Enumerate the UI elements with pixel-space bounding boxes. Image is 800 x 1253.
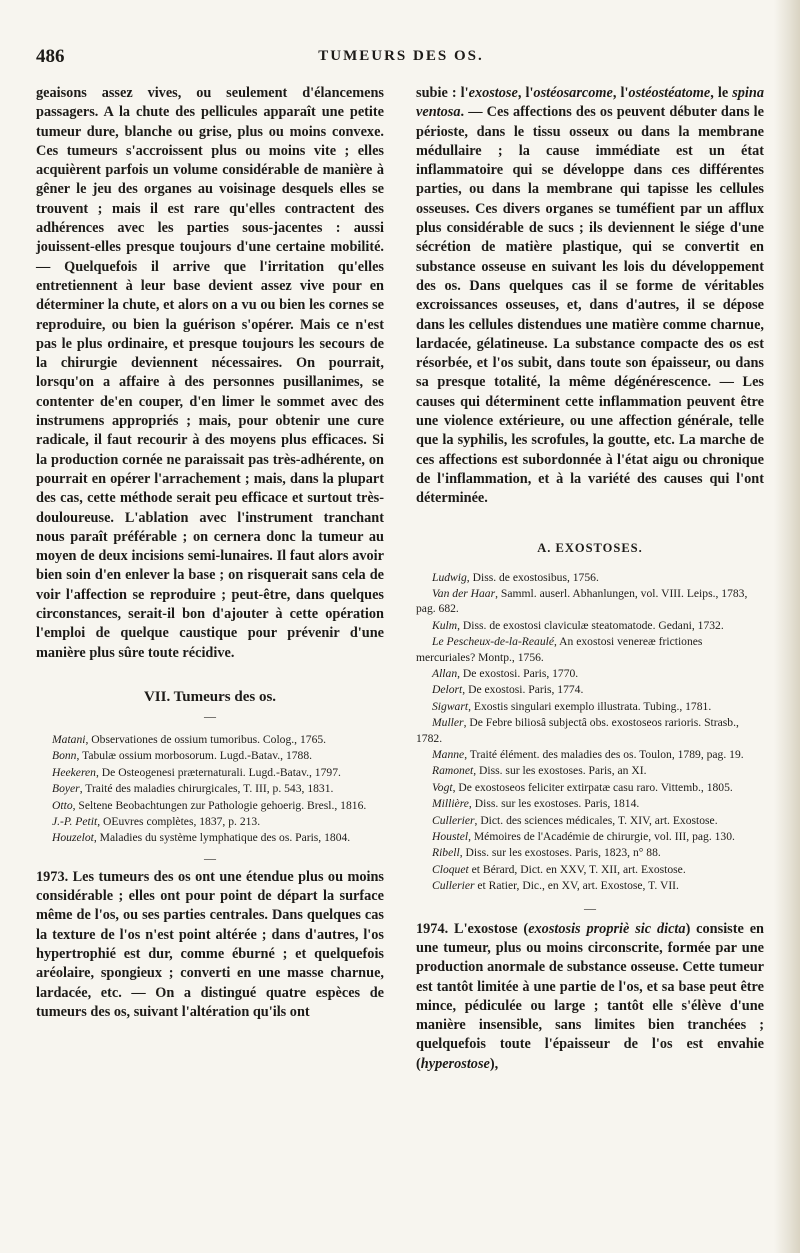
reference-entry bbox=[416, 813, 764, 828]
section-rule: — bbox=[204, 708, 216, 723]
reference-author: Allan bbox=[432, 666, 458, 680]
reference-entry bbox=[416, 618, 764, 633]
reference-author: Millière bbox=[432, 797, 469, 811]
reference-entry bbox=[416, 699, 764, 714]
reference-author: Van der Haar bbox=[432, 586, 496, 600]
section-title: A. EXOSTOSES. bbox=[537, 540, 643, 555]
page-edge-shadow bbox=[774, 0, 800, 1253]
reference-author: Houstel bbox=[432, 830, 469, 844]
reference-author: Kulm bbox=[432, 618, 458, 632]
references-end-rule: — bbox=[584, 900, 596, 915]
reference-entry bbox=[416, 682, 764, 697]
reference-author: Muller bbox=[432, 716, 464, 730]
reference-author: Delort bbox=[432, 683, 463, 697]
reference-text: et Bérard, Dict. en XXV, T. XII, art. Exostose. bbox=[468, 862, 686, 876]
reference-author: Houzelot bbox=[52, 831, 94, 845]
reference-author: Ribell bbox=[432, 846, 460, 860]
paragraph: geaisons assez vives, ou seulement d'élancemens passagers. A la chute des pellicules apparaît une petite tumeur dure, blanche ou grise, plus ou moins convexe. Ces tumeurs s'accroissent plus ou moins vite ; elles acquièrent parfois un volume considérable de manière à gêner le jeu des organes au voisinage desquels elles se trouvent ; mais il est rare qu'elles contractent des adhérences avec les parties sous-jacentes : aussi jouissent-elles presque toujours d'une certaine mobilité. — Quelquefois il arrive que l'irritation qu'elles entretiennent à leur base devient assez vive pour en déterminer la chute, et alors on a vu ou bien les cornes se reproduire, ou bien la guérison s'opérer. Mais ce n'est pas le plus ordinaire, et presque toujours les secours de la chirurgie deviennent nécessaires. On pourrait, lorsqu'on a affaire à des personnes pusillanimes, se contenter de'en couper, d'en limer le sommet avec des instrumens appropriés ; mais, pour obtenir une cure radicale, il faut recourir à des moyens plus efficaces. Si la production cornée ne paraissait pas très-adhérente, on pourrait en opérer l'arrachement ; mais, dans la plupart des cas, cette méthode serait peu efficace et surtout très-douloureuse. L'ablation avec l'instrument tranchant nous paraît préférable ; on cernera donc la tumeur au moyen de deux incisions semi-lunaires. Il faut alors avoir bien soin d'en enlever la base ; on risquerait sans cela de voir l'affection se reproduire ; peut-être, dans quelques circonstances, serait-il bon d'ajouter à cette opération l'emploi de quelque caustique pour prévenir d'une manière plus sûre toute récidive. bbox=[36, 85, 384, 661]
reference-text: , An exostosi venereæ frictiones mercuriales? Montp., 1756. bbox=[416, 635, 703, 664]
reference-text: , Diss. sur les exostoses. Paris, an XI. bbox=[473, 764, 647, 778]
reference-entry bbox=[416, 666, 764, 681]
reference-text: , OEuvres complètes, 1837, p. 213. bbox=[97, 814, 261, 828]
reference-text: , Maladies du système lymphatique des os. Paris, 1804. bbox=[93, 831, 351, 845]
reference-text: , Tabulæ ossium morbosorum. Lugd.-Batav., 1788. bbox=[76, 749, 313, 763]
running-head: TUMEURS DES OS. bbox=[318, 48, 484, 64]
reference-text: , Diss. sur les exostoses. Paris, 1814. bbox=[468, 797, 640, 811]
reference-author: Matani bbox=[52, 732, 86, 746]
reference-author: Cullerier bbox=[432, 879, 475, 893]
reference-author: Heekeren bbox=[52, 765, 96, 779]
paragraph-1973: 1973. Les tumeurs des os ont une étendue plus ou moins considérable ; elles ont pour point de départ la surface même de l'os, ou ses parties centrales. Dans quelques cas la texture de l'os n'est point altérée ; dans d'autres, l'os hypertrophié est dur, comme éburné ; et quelquefois aréolaire, spongieux ; converti en une masse charnue, lardacée, etc. — On a distingué quatre espèces de tumeurs des os, suivant l'altération qu'ils ont bbox=[36, 868, 384, 1020]
reference-author: Sigwart bbox=[432, 699, 469, 713]
reference-entry bbox=[36, 798, 384, 813]
reference-entry bbox=[416, 763, 764, 778]
reference-entry bbox=[416, 878, 764, 893]
reference-author: Vogt bbox=[432, 780, 453, 794]
references-end-rule: — bbox=[204, 850, 216, 865]
reference-text: , Diss. de exostosi claviculæ steatomatode. Gedani, 1732. bbox=[457, 618, 724, 632]
reference-text: , Traité des maladies chirurgicales, T. III, p. 543, 1831. bbox=[79, 782, 334, 796]
reference-text: , De Febre biliosâ subjectâ obs. exostoseos rarioris. Strasb., 1782. bbox=[416, 716, 739, 745]
reference-entry bbox=[416, 829, 764, 844]
reference-entry bbox=[36, 814, 384, 829]
reference-text: , De exostoseos feliciter extirpatæ casu raro. Vittemb., 1805. bbox=[452, 780, 733, 794]
reference-text: et Ratier, Dic., en XV, art. Exostose, T. VII. bbox=[474, 879, 679, 893]
paragraph-1974: 1974. L'exostose (exostosis propriè sic dicta) consiste en une tumeur, plus ou moins circonscrite, formée par une production anormale de substance osseuse. Cette tumeur est tantôt limitée à une partie de l'os, et sa base peut être mince, pédiculée ou large ; tantôt elle s'élève d'une manière insensible, sans limites bien tranchées ; quelquefois toute l'épaisseur de l'os est envahie (hyperostose), bbox=[416, 920, 764, 1072]
reference-entry bbox=[36, 781, 384, 796]
reference-author: Bonn bbox=[52, 749, 77, 763]
reference-list bbox=[416, 570, 764, 894]
reference-author: Boyer bbox=[52, 782, 80, 796]
reference-text: , Seltene Beobachtungen zur Pathologie gehoerig. Bresl., 1816. bbox=[72, 798, 367, 812]
reference-text: , Observationes de ossium tumoribus. Colog., 1765. bbox=[85, 732, 327, 746]
reference-text: , Diss. de exostosibus, 1756. bbox=[466, 570, 599, 584]
reference-text: , Exostis singulari exemplo illustrata. Tubing., 1781. bbox=[468, 699, 712, 713]
reference-author: J.-P. Petit bbox=[52, 814, 98, 828]
page-number: 486 bbox=[36, 46, 65, 67]
reference-list bbox=[36, 732, 384, 846]
paragraph: subie : l'exostose, l'ostéosarcome, l'ostéostéatome, le spina ventosa. — Ces affections des os peuvent débuter dans le périoste, dans le tissu osseux ou dans la membrane médullaire ; la cause immédiate est un état inflammatoire qui se développe dans ces différentes parties, ou dans la membrane qui tapisse les cellules osseuses. Ces divers organes se tuméfient par un afflux plus considérable de sucs ; ils deviennent le siége d'une sécrétion de matière plastique, qui se convertit en substance osseuse en suivant les lois du développement des os. Dans quelques cas il se forme de véritables excroissances osseuses, et, dans d'autres, il se dépose dans les cellules distendues une matière comme charnue, lardacée, gélatineuse. La substance compacte des os est résorbée, et l'os subit, dans toute son épaisseur, ou dans sa presque totalité, la même dégénérescence. — Les causes qui déterminent cette inflammation peuvent être une violence extérieure, ou une affection générale, telle que la syphilis, les scrofules, la goutte, etc. La marche de ces affections est subordonnée à l'état aigu ou chronique de l'inflammation, et à la variété des causes qui l'ont déterminée. bbox=[416, 85, 765, 507]
left-column bbox=[36, 84, 384, 1022]
reference-entry bbox=[416, 570, 764, 585]
reference-text: , Dict. des sciences médicales, T. XIV, art. Exostose. bbox=[474, 813, 718, 827]
section-title: VII. Tumeurs des os. bbox=[143, 688, 277, 705]
page-header bbox=[36, 42, 766, 72]
reference-entry bbox=[36, 765, 384, 780]
reference-text: , Samml. auserl. Abhanlungen, vol. VIII. Leips., 1783, pag. 682. bbox=[416, 586, 748, 616]
reference-author: Cloquet bbox=[432, 862, 469, 876]
reference-author: Cullerier bbox=[432, 813, 475, 827]
reference-text: , Diss. sur les exostoses. Paris, 1823, n° 88. bbox=[459, 846, 661, 860]
reference-text: , De exostosi. Paris, 1774. bbox=[462, 683, 584, 697]
reference-entry bbox=[36, 748, 384, 763]
reference-author: Le Pescheux-de-la-Reaulé bbox=[432, 635, 554, 649]
reference-entry bbox=[416, 586, 764, 617]
reference-author: Manne bbox=[432, 748, 465, 761]
reference-entry bbox=[416, 634, 764, 665]
reference-text: , De exostosi. Paris, 1770. bbox=[457, 666, 579, 680]
reference-author: Ludwig bbox=[432, 570, 467, 584]
reference-entry bbox=[416, 796, 764, 811]
reference-entry bbox=[416, 845, 764, 860]
reference-entry bbox=[416, 862, 764, 877]
reference-entry bbox=[416, 780, 764, 795]
reference-author: Otto bbox=[52, 798, 73, 812]
reference-entry bbox=[416, 715, 764, 746]
reference-author: Ramonet bbox=[432, 764, 474, 778]
reference-text: , Mémoires de l'Académie de chirurgie, vol. III, pag. 130. bbox=[468, 830, 735, 844]
reference-text: , De Osteogenesi præternaturali. Lugd.-Batav., 1797. bbox=[95, 765, 341, 779]
right-column bbox=[416, 84, 764, 1074]
reference-entry bbox=[36, 830, 384, 845]
reference-entry bbox=[416, 747, 764, 762]
reference-text: , Traité élément. des maladies des os. Toulon, 1789, pag. 19. bbox=[464, 748, 744, 761]
reference-entry bbox=[36, 732, 384, 747]
